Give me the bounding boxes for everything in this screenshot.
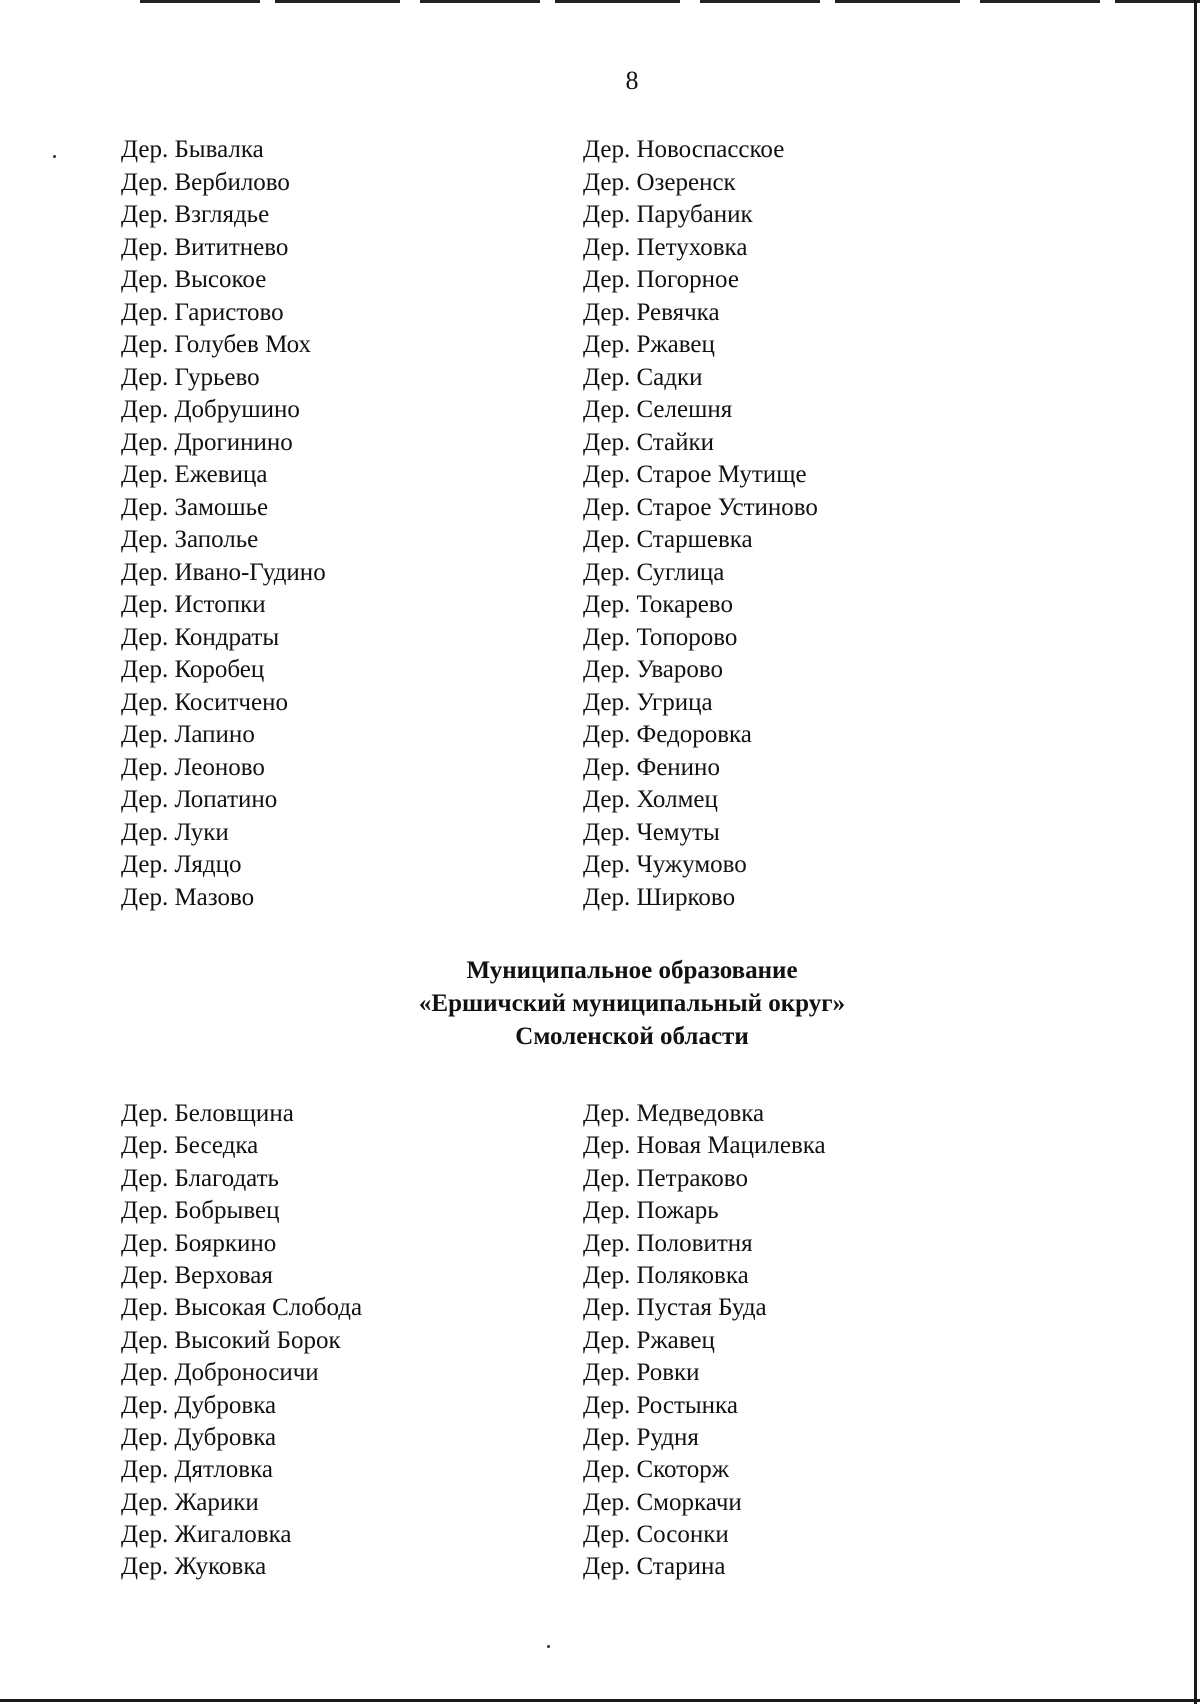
list-item: Дер. Озеренск: [583, 168, 736, 196]
list-item: Дер. Леоново: [121, 753, 265, 781]
list-item: Дер. Поляковка: [583, 1261, 749, 1289]
list-item: Дер. Новая Мацилевка: [583, 1132, 826, 1160]
list-item: Дер. Чужумово: [583, 851, 747, 878]
list-item: Дер. Топорово: [583, 623, 738, 651]
scan-border-bottom: [0, 1699, 1200, 1702]
list-item: Дер. Верховая: [121, 1261, 273, 1289]
list-item: Дер. Высокое: [121, 266, 267, 293]
list-item: Дер. Беседка: [121, 1132, 259, 1160]
list-item: Дер. Погорное: [583, 266, 739, 293]
list-item: Дер. Ширково: [583, 883, 736, 911]
list-item: Дер. Лопатино: [121, 786, 278, 813]
list-item: Дер. Дубровка: [121, 1391, 277, 1419]
heading-line-1: Муниципальное образование: [466, 957, 798, 984]
list-item: Дер. Гаристово: [121, 298, 284, 326]
section-2-heading: [0, 954, 1200, 1053]
list-item: Дер. Луки: [121, 818, 229, 846]
page-number: 8: [625, 66, 639, 95]
list-item: Дер. Лядцо: [121, 851, 242, 878]
list-item: Дер. Токарево: [583, 591, 733, 618]
list-item: Дер. Угрица: [583, 688, 713, 716]
scan-speck: [53, 155, 56, 158]
list-item: Дер. Заполье: [121, 526, 259, 553]
list-item: Дер. Истопки: [121, 591, 266, 618]
list-item: Дер. Вититнево: [121, 233, 289, 261]
section-1-left-column: [121, 134, 326, 914]
list-item: Дер. Доброносичи: [121, 1359, 319, 1387]
list-item: Дер. Старое Мутище: [583, 461, 807, 488]
list-item: Дер. Скоторж: [583, 1456, 730, 1484]
list-item: Дер. Кондраты: [121, 623, 280, 651]
list-item: Дер. Суглица: [583, 558, 725, 586]
list-item: Дер. Федоровка: [583, 721, 752, 748]
list-item: Дер. Дрогинино: [121, 428, 293, 456]
list-item: Дер. Ревячка: [583, 298, 720, 326]
list-item: Дер. Холмец: [583, 786, 718, 813]
list-item: Дер. Пожарь: [583, 1197, 719, 1225]
list-item: Дер. Петраково: [583, 1164, 748, 1192]
list-item: Дер. Ежевица: [121, 461, 268, 488]
list-item: Дер. Парубаник: [583, 201, 753, 228]
list-item: Дер. Старое Устиново: [583, 493, 818, 521]
list-item: Дер. Рудня: [583, 1423, 699, 1451]
list-item: Дер. Жуковка: [121, 1553, 267, 1581]
list-item: Дер. Жигаловка: [121, 1521, 292, 1549]
heading-line-2: «Ершичский муниципальный округ»: [418, 990, 846, 1017]
list-item: Дер. Высокая Слобода: [121, 1294, 363, 1322]
list-item: Дер. Старшевка: [583, 526, 753, 553]
list-item: Дер. Дубровка: [121, 1423, 277, 1451]
list-item: Дер. Ростынка: [583, 1391, 738, 1419]
list-item: Дер. Уварово: [583, 656, 724, 683]
list-item: Дер. Медведовка: [583, 1100, 765, 1127]
list-item: Дер. Стайки: [583, 428, 715, 456]
section-1-right-column: [583, 134, 818, 914]
list-item: Дер. Ржавец: [583, 1326, 715, 1354]
list-item: Дер. Селешня: [583, 396, 733, 423]
list-item: Дер. Взглядье: [121, 201, 270, 228]
list-item: Дер. Ивано-Гудино: [121, 558, 326, 586]
list-item: Дер. Сморкачи: [583, 1488, 742, 1516]
list-item: Дер. Дятловка: [121, 1456, 273, 1484]
list-item: Дер. Бывалка: [121, 136, 264, 163]
list-item: Дер. Бобрывец: [121, 1197, 280, 1225]
list-item: Дер. Беловщина: [121, 1100, 294, 1127]
list-item: Дер. Голубев Мох: [121, 331, 312, 358]
scan-border-top: [140, 0, 1200, 3]
section-2-left-column: [121, 1098, 362, 1584]
list-item: Дер. Половитня: [583, 1229, 753, 1257]
list-item: Дер. Вербилово: [121, 168, 290, 196]
heading-line-3: Смоленской области: [515, 1023, 749, 1050]
list-item: Дер. Лапино: [121, 721, 255, 748]
list-item: Дер. Новоспасское: [583, 136, 785, 163]
list-item: Дер. Гурьево: [121, 363, 260, 391]
list-item: Дер. Петуховка: [583, 233, 748, 261]
list-item: Дер. Коробец: [121, 656, 265, 683]
list-item: Дер. Благодать: [121, 1164, 279, 1192]
list-item: Дер. Замошье: [121, 493, 269, 521]
section-2-right-column: [583, 1098, 826, 1584]
list-item: Дер. Мазово: [121, 883, 255, 911]
list-item: Дер. Чемуты: [583, 818, 720, 846]
list-item: Дер. Ровки: [583, 1359, 700, 1387]
list-item: Дер. Фенино: [583, 753, 720, 781]
list-item: Дер. Пустая Буда: [583, 1294, 767, 1322]
list-item: Дер. Старина: [583, 1553, 726, 1581]
list-item: Дер. Жарики: [121, 1488, 259, 1516]
list-item: Дер. Добрушино: [121, 396, 300, 423]
list-item: Дер. Ржавец: [583, 331, 715, 358]
list-item: Дер. Высокий Борок: [121, 1326, 341, 1354]
scan-border-right: [1194, 0, 1197, 1704]
list-item: Дер. Бояркино: [121, 1229, 277, 1257]
list-item: Дер. Коситчено: [121, 688, 288, 716]
scan-speck: [547, 1645, 550, 1648]
list-item: Дер. Сосонки: [583, 1521, 729, 1549]
list-item: Дер. Садки: [583, 363, 703, 391]
